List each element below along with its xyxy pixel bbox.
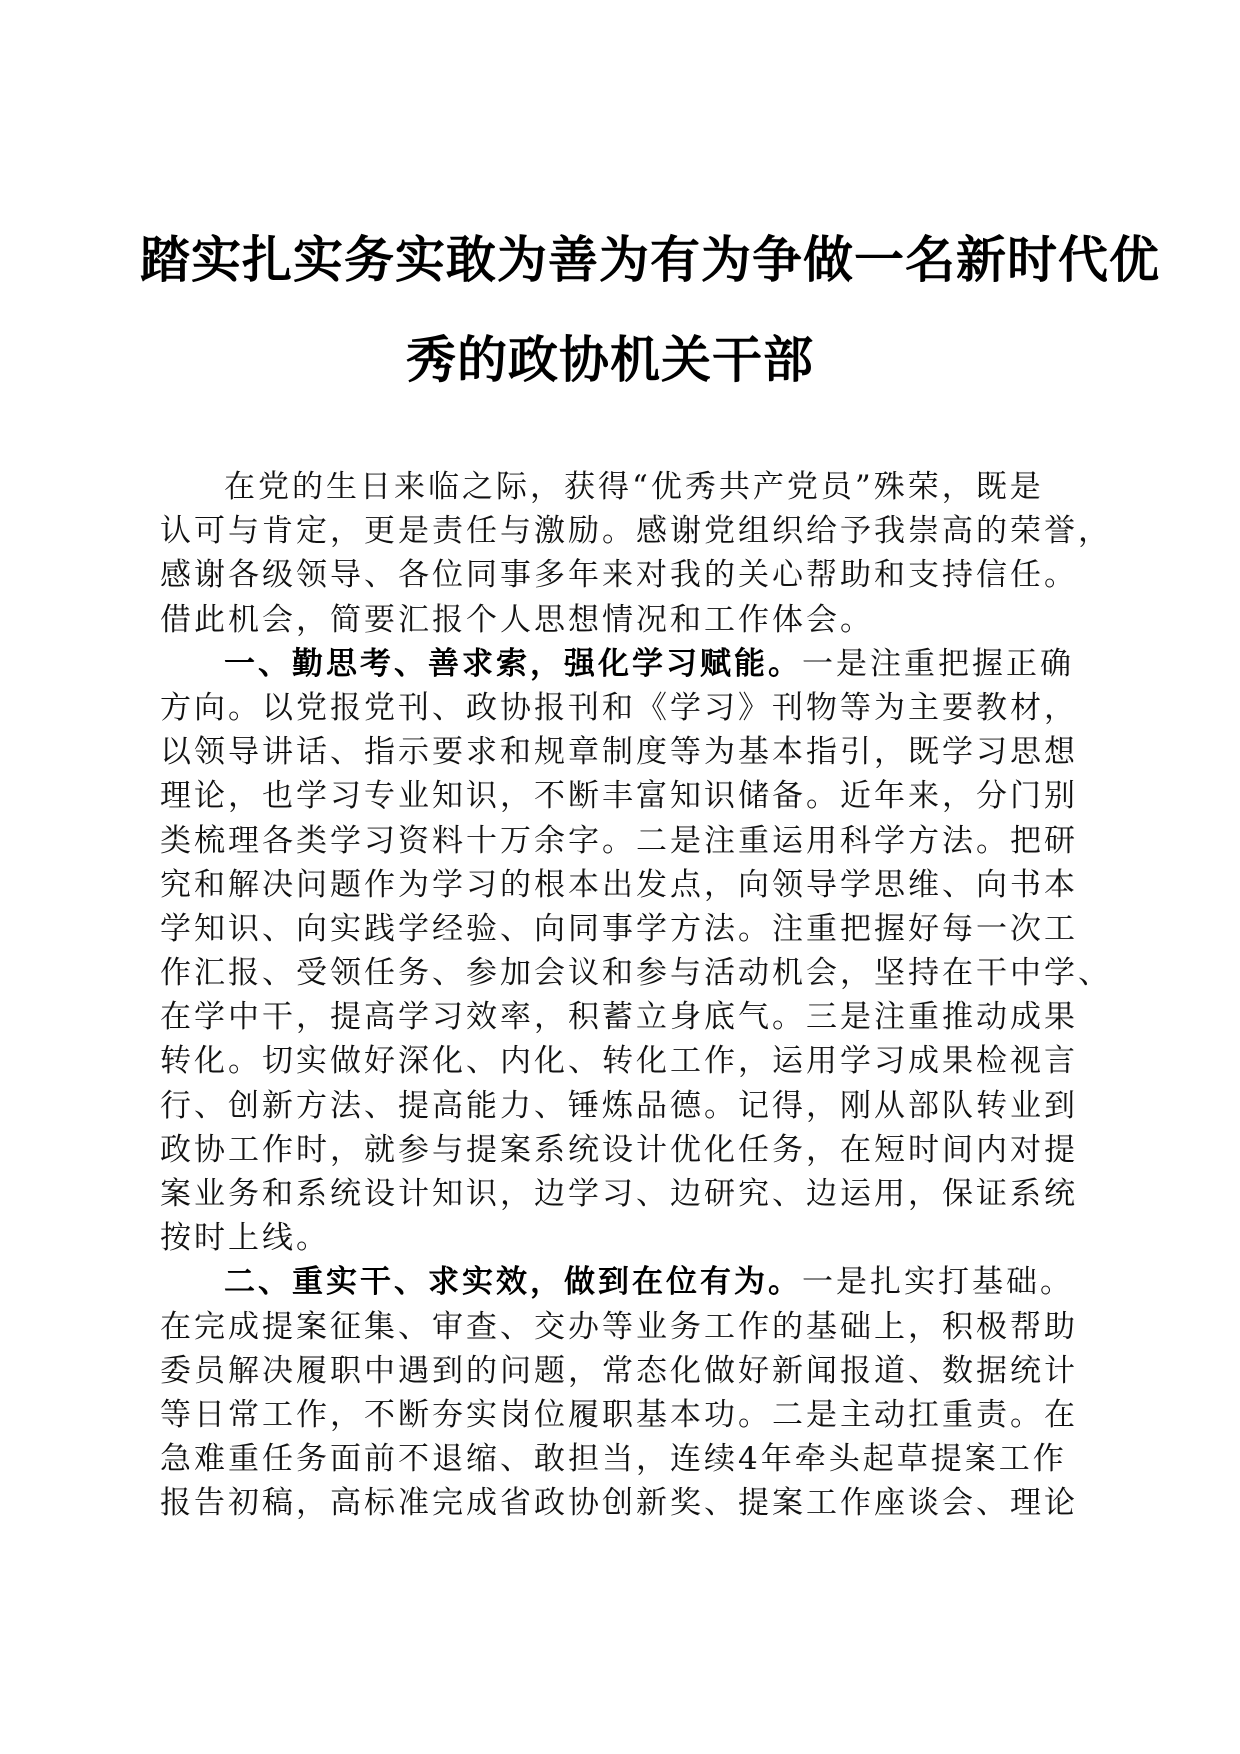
line-text: 行、创新方法、提高能力、锤炼品德。记得，刚从部队转业到 <box>160 1087 1078 1124</box>
line-text: 急难重任务面前不退缩、敢担当，连续4年牵头起草提案工作 <box>160 1441 1067 1478</box>
paragraph-line <box>160 1128 1080 1172</box>
line-text: 学知识、向实践学经验、向同事学方法。注重把握好每一次工 <box>160 910 1078 947</box>
line-text: 报告初稿，高标准完成省政协创新奖、提案工作座谈会、理论 <box>160 1485 1078 1522</box>
paragraph-line <box>160 553 1080 597</box>
paragraph-line <box>160 1305 1080 1349</box>
line-text: 委员解决履职中遇到的问题，常态化做好新闻报道、数据统计 <box>160 1352 1078 1389</box>
paragraph-line <box>160 1084 1080 1128</box>
document-body <box>160 465 1112 1526</box>
paragraph-line <box>160 1393 1080 1437</box>
line-text: 认可与肯定，更是责任与激励。感谢党组织给予我崇高的荣誉， <box>160 513 1112 550</box>
line-text: 以领导讲话、指示要求和规章制度等为基本指引，既学习思想 <box>160 734 1078 771</box>
line-text: 借此机会，简要汇报个人思想情况和工作体会。 <box>160 601 874 638</box>
line-text: 转化。切实做好深化、内化、转化工作，运用学习成果检视言 <box>160 1043 1078 1080</box>
paragraph-line <box>160 863 1080 907</box>
paragraph-line <box>160 598 1080 642</box>
line-text: 一是扎实打基础。 <box>802 1264 1074 1301</box>
paragraph-line <box>160 509 1112 553</box>
paragraph-line <box>160 1172 1080 1216</box>
paragraph-line <box>160 1437 1080 1481</box>
document-title-line-1: 踏实扎实务实敢为善为有为争做一名新时代优 <box>140 230 1160 289</box>
line-text: 作汇报、受领任务、参加会议和参与活动机会，坚持在干中学、 <box>160 955 1112 992</box>
paragraph-line <box>160 774 1080 818</box>
document-title-line-2: 秀的政协机关干部 <box>406 330 814 389</box>
line-text: 按时上线。 <box>160 1220 330 1257</box>
paragraph-line <box>160 1349 1080 1393</box>
paragraph-line <box>160 995 1080 1039</box>
paragraph-line <box>160 951 1112 995</box>
paragraph-line <box>160 1481 1080 1525</box>
line-text: 在学中干，提高学习效率，积蓄立身底气。三是注重推动成果 <box>160 999 1078 1036</box>
paragraph-line <box>160 1260 1080 1304</box>
paragraph-line <box>160 642 1080 686</box>
line-text: 感谢各级领导、各位同事多年来对我的关心帮助和支持信任。 <box>160 557 1078 594</box>
line-text: 究和解决问题作为学习的根本出发点，向领导学思维、向书本 <box>160 866 1078 903</box>
line-text: 在党的生日来临之际，获得“优秀共产党员”殊荣，既是 <box>224 469 1044 505</box>
section-heading: 二、重实干、求实效，做到在位有为。 <box>224 1264 802 1301</box>
line-text: 理论，也学习专业知识，不断丰富知识储备。近年来，分门别 <box>160 778 1078 815</box>
paragraph-line <box>160 907 1080 951</box>
line-text: 在完成提案征集、审查、交办等业务工作的基础上，积极帮助 <box>160 1308 1078 1345</box>
paragraph-line <box>160 1039 1080 1083</box>
line-text: 等日常工作，不断夯实岗位履职基本功。二是主动扛重责。在 <box>160 1396 1078 1433</box>
line-text: 类梳理各类学习资料十万余字。二是注重运用科学方法。把研 <box>160 822 1078 859</box>
line-text: 一是注重把握正确 <box>802 645 1074 682</box>
line-text: 案业务和系统设计知识，边学习、边研究、边运用，保证系统 <box>160 1176 1078 1212</box>
paragraph-line <box>160 465 1080 509</box>
paragraph-line <box>160 1216 1080 1260</box>
paragraph-line <box>160 686 1080 730</box>
paragraph-line <box>160 819 1080 863</box>
paragraph-line <box>160 730 1080 774</box>
line-text: 政协工作时，就参与提案系统设计优化任务，在短时间内对提 <box>160 1131 1078 1168</box>
section-heading: 一、勤思考、善求索，强化学习赋能。 <box>224 645 802 682</box>
line-text: 方向。以党报党刊、政协报刊和《学习》刊物等为主要教材， <box>160 689 1078 726</box>
